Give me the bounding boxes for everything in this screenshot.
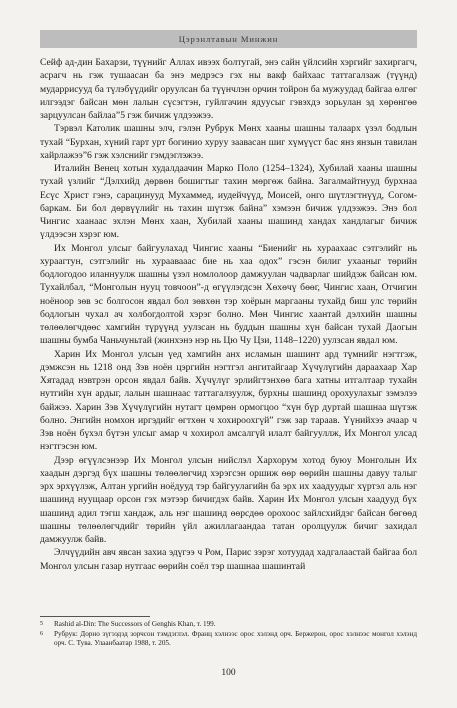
- footnote: [40, 620, 417, 630]
- footnote-text: Рубрук: Дорно зүгээдэд зорчсон тэмдэглэл. Франц хэлнээс орос хэлэнд орч. Бержерон, орос хэлнээс монгол хэлэнд орч. С. Тува. Улаанбаатар 1988, т. 205.: [54, 629, 417, 648]
- paragraph: Харин Их Монгол улсын үед хамгийн анх исламын шашинт ард түмнийг нэгтгэж, дэмжсэн нь 1218 онд Зэв ноён цэргийн нэгтгэл ангитайгаар Хүчүлүгийн дараахаар Хар Хятадад нэвтрэн орсон явдал байв. Хүчүлүг эрлийгтэнхөө бага хатны итгалтаар тухайн нутгийн хүн ардыг, лалын шашнаас таттагалзуулж, бурхны шашинд орохуулахыг зэмэлээ байжээ. Харин Зэв Хүчүлүгийн нутагт цөмрөн ормогцоо “хүн бүр дуртай шашнаа шүтэж болно. Энгийн номхон иргэдийг өгтхөн ч хохироохгүй” гэж зар тараав. Үүнийхээ ачаар ч Зэв ноён бүхэл бүтэн улсыг амар ч хохирол амсалгүй илалт байгууллж, Их Монгол улсад нэгтгэсэн юм.: [40, 348, 417, 453]
- paragraph: Элчүүдийн авч явсан захиа эдүгээ ч Ром, Парис зэрэг хотуудад хадгалаастай байгаа бол Монгол улсын газар нутгаас өөрийн соёл тэр шашнаа шашинтай: [40, 547, 417, 572]
- paragraph: Италийн Венец хотын худалдаачин Марко Поло (1254–1324), Хубилай хааны шашны тухай үзлийг “Дэлхийд дөрвөн бошигтыг тахин мөргөж байна. Загалмайтнууд бурхнаа Есүс Христ гэнэ, сарацинууд Мухаммед, иудейчүүд, Моисей, онго шүтлэгтнүүд, Согом-баркам. Би бол дөрвүүлийг нь тахин шүтэж байна” хэмээн бичиж үлдээжээ. Энэ бол Чингис хаанаас эхлэн Мөнх хаан, Хубилай хааны шашинд хандах хандлагыг бичиж үлдээсэн хэрэг юм.: [40, 163, 417, 241]
- running-head: [40, 30, 417, 48]
- paragraph: Тэрвэл Католик шашны элч, гэлэн Рубрук Мөнх хааны шашны талаарх үзэл бодлын тухай “Бурхан, хүний гарт урт богинио хуруу заавасан шиг хүмүүст бас янз янзын тавилан хайрлажээ”6 гэж хэлснийг гэмдэглэжээ.: [40, 123, 417, 161]
- body-text: [40, 56, 417, 573]
- paragraph: Дээр өгүүлсэнээр Их Монгол улсын нийслэл Хархорум хотод буюу Монголын Их хаадын дэргэд бүх шашны төлөөлөгчид хэрэгсэн оршиж өөр өөрийн шашны давуу талыг эрх эрхүүлэж, Алтан ургийн ноёдууд тэр байгуулагийн ба эрх их хаадуудыг хүртэл аль нэг шашинд нуущаар орсон гэх мэтээр бичигдэх байв. Харин Их Монгол улсын хаадууд бүх шашинд адил тэгш хандаж, аль нэг шашинд өөрсдөө орохоос зайлсхийдэг байсан бөгөөд шашны төлөөлөгчдийг төрийн үйл ажиллагаандаа татан оролцуулж бичиг захидал дамжуулж байв.: [40, 454, 417, 545]
- footnote: [40, 630, 417, 649]
- footnote-number: 5: [40, 621, 43, 627]
- footnote-divider: [40, 616, 150, 617]
- paragraph: Сейф ад-дин Бахарзи, түүнийг Аллах ивээх болтугай, энэ сайн үйлсийн хэргийг захиргагч, асрагч нь гэж тушаасан ба энэ медрэсэ гэх ны вакф байхаас таттагалзаж (түүнд) мударрисууд ба түлэбүүдийг оруулсан ба түүнчлэн орчин тойрон ба мужуудад байгаа өлгөг илгээдэг байсан мөн лалын сүсэгтэн, гуйлгачин ядуусыг гэвэхдэ зорьулан эд хөрөнгөө зарцуулсан байлаа”5 гэж бичиж үлдээжээ.: [40, 57, 417, 121]
- page-number: 100: [221, 668, 236, 678]
- footnote-text: Rashid al-Din: The Successors of Genghis Khan, т. 199.: [54, 620, 216, 628]
- running-head-text: Цэрэнлтавын Минжин: [178, 34, 279, 44]
- footnotes: [40, 620, 417, 649]
- paragraph: Их Монгол улсыг байгуулахад Чингис хааны “Биенийг нь хураахаас сэтгэлийг нь хураагтун, сэтгэлийг нь хураавааас бие нь хаа одох” гэсэн билиг ухааныг төрийн бодлогодоо иланнуулж шашны үзэл номлолоор дамжуулан чадварлаг шийдэж байсан юм. Тухайлбал, “Монголын нууц товчоон”-д өгүүлэгдсэн Хөхөчү бөөг, Чингис хаан, Отчигин ноёноор зөв эс болгосон явдал бол зөвхөн тэр хоёрын маргааны тухайд биш улс төрийн бодлогын чухал ач холбогдолтой хэрэг болно. Мөн Чингис хаантай дэлхийн шашны төлөөлөгчдөөс хамгийн түрүүнд уулзсан нь буддын шашны хүн байсан тухай Даогын шашны бумба Чаньчуньтай (жинхэнэ нэр нь Цю Чу Цзи, 1148–1220) уулзсан явдал юм.: [40, 242, 417, 347]
- footnote-number: 6: [40, 630, 43, 637]
